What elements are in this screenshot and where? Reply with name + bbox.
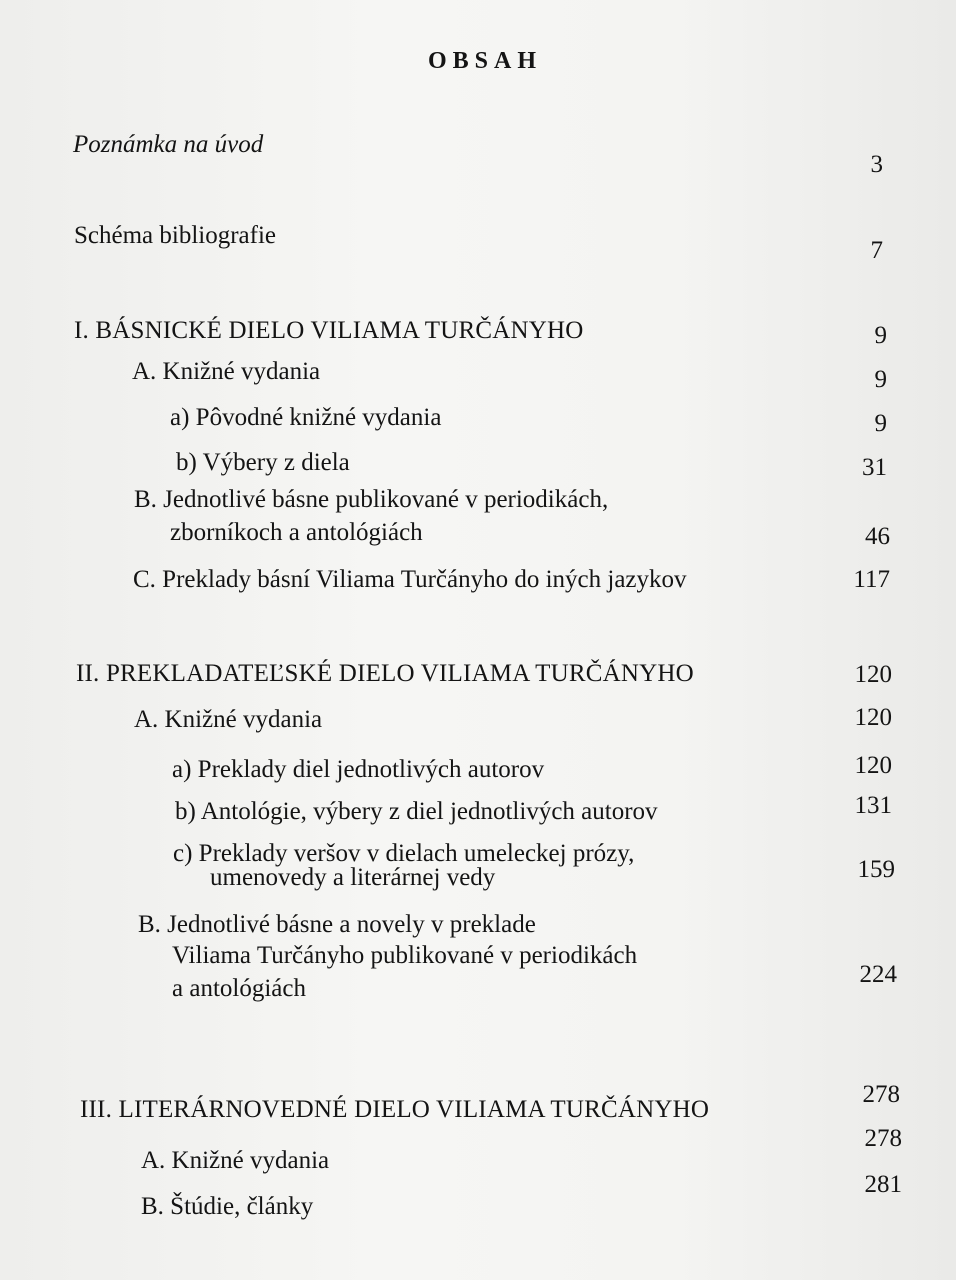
toc-section-1: I. BÁSNICKÉ DIELO VILIAMA TURČÁNYHO <box>74 317 584 344</box>
toc-page-1b: 46 <box>865 523 890 550</box>
toc-page-2b: 224 <box>859 961 897 988</box>
toc-entry-2a: A. Knižné vydania <box>134 706 323 733</box>
toc-entry-2a-b: b) Antológie, výbery z diel jednotlivých autorov <box>175 798 658 825</box>
toc-entry-1c: C. Preklady básní Viliama Turčányho do iných jazykov <box>133 566 687 593</box>
toc-entry-3a: A. Knižné vydania <box>141 1147 330 1174</box>
toc-entry-1a: A. Knižné vydania <box>132 358 321 385</box>
toc-entry-intro: Poznámka na úvod <box>73 131 264 158</box>
toc-section-3: III. LITERÁRNOVEDNÉ DIELO VILIAMA TURČÁNYHO <box>80 1096 710 1123</box>
toc-page-3b: 281 <box>864 1171 902 1198</box>
toc-entry-2b-line1: B. Jednotlivé básne a novely v preklade <box>138 911 536 938</box>
toc-entry-2a-a: a) Preklady diel jednotlivých autorov <box>172 756 545 783</box>
toc-page-schema: 7 <box>870 237 883 264</box>
toc-entry-2a-c-line1: c) Preklady veršov v dielach umeleckej prózy, <box>173 840 635 867</box>
toc-entry-1a-a: a) Pôvodné knižné vydania <box>170 404 442 431</box>
toc-entry-1a-b: b) Výbery z diela <box>176 449 350 476</box>
toc-page-2a: 120 <box>854 704 892 731</box>
toc-page-1a-b: 31 <box>862 454 887 481</box>
toc-entry-2a-c-line2: umenovedy a literárnej vedy <box>210 864 496 891</box>
toc-entry-3b: B. Štúdie, články <box>141 1193 314 1220</box>
toc-entry-1b-line2: zborníkoch a antológiách <box>170 519 423 546</box>
page-title: OBSAH <box>428 48 543 74</box>
toc-section-2: II. PREKLADATEĽSKÉ DIELO VILIAMA TURČÁNYHO <box>76 660 694 687</box>
toc-page-2a-a: 120 <box>854 752 892 779</box>
toc-entry-schema: Schéma bibliografie <box>74 222 277 249</box>
toc-page-section-3: 278 <box>862 1081 900 1108</box>
toc-page-section-2: 120 <box>854 661 892 688</box>
toc-entry-1b-line1: B. Jednotlivé básne publikované v periodikách, <box>134 486 609 513</box>
toc-page-2a-b: 131 <box>854 792 892 819</box>
toc-page-1a-a: 9 <box>874 410 887 437</box>
toc-page-3a: 278 <box>864 1125 902 1152</box>
toc-page-2a-c: 159 <box>857 856 895 883</box>
toc-entry-2b-line2: Viliama Turčányho publikované v periodikách <box>172 942 638 969</box>
toc-page-1a: 9 <box>874 366 887 393</box>
toc-page-1c: 117 <box>853 566 890 593</box>
toc-entry-2b-line3: a antológiách <box>172 975 306 1002</box>
toc-page-intro: 3 <box>870 151 883 178</box>
toc-page-section-1: 9 <box>874 322 887 349</box>
